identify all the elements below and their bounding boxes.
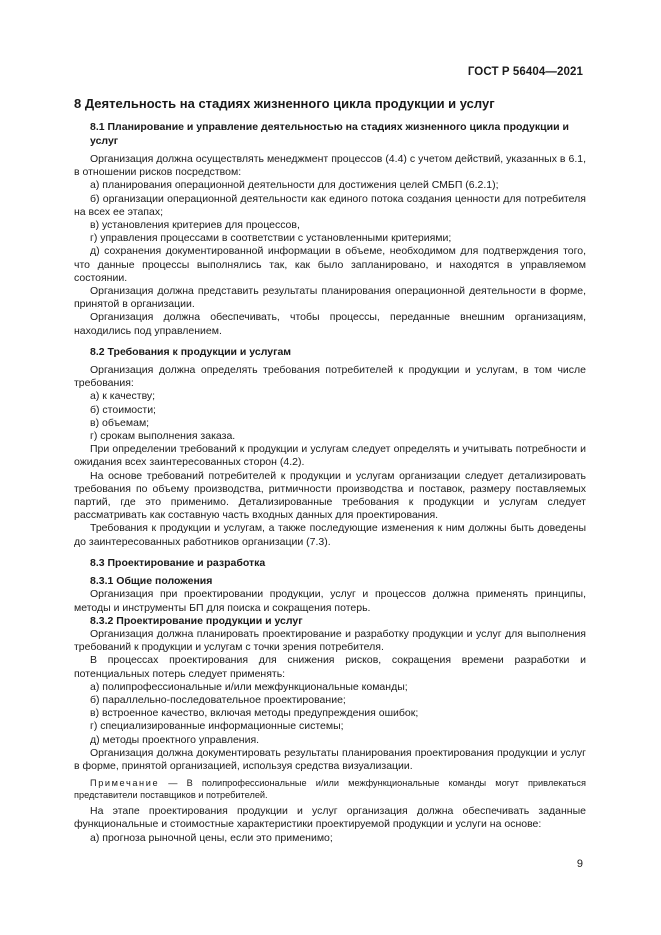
subsection-title-8-3-1: 8.3.1 Общие положения xyxy=(90,575,213,588)
list-item: а) прогноза рыночной цены, если это применимо; xyxy=(90,831,333,844)
list-item: г) срокам выполнения заказа. xyxy=(90,430,236,443)
paragraph: Организация при проектировании продукции, услуг и процессов должна применять принципы, методы и инструменты БП для поиска и сокращения потерь. xyxy=(74,588,586,614)
paragraph: Организация должна планировать проектирование и разработку продукции и услуг для выполнения требований к продукции и услугам с точки зрения потребителя. xyxy=(74,627,586,654)
note-text: — В полипрофессиональные и/или межфункциональные команды могут привлекаться представители поставщиков и потребителей. xyxy=(74,778,586,801)
paragraph: Организация должна осуществлять менеджмент процессов (4.4) с учетом действий, указанных в 6.1, в отношении рисков посредством: xyxy=(74,153,586,179)
paragraph: Организация должна представить результаты планирования операционной деятельности в форме, принятой в организации. xyxy=(74,285,586,311)
standard-id: ГОСТ Р 56404—2021 xyxy=(467,66,583,78)
paragraph: Организация должна определять требования потребителей к продукции и услугам, в том числе требования: xyxy=(74,364,586,390)
section-title: 8 Деятельность на стадиях жизненного цикла продукции и услуг xyxy=(74,96,495,111)
list-item: г) специализированные информационные системы; xyxy=(90,720,344,733)
list-item: д) сохранения документированной информации в объеме, необходимом для подтверждения того, что данные процессы выполнялись так, как было запланировано, и находятся в управляемом состоянии. xyxy=(74,245,586,284)
note xyxy=(74,777,586,801)
paragraph: Организация должна документировать результаты планирования проектирования продукции и услуг в форме, принятой организацией, используя средства визуализации. xyxy=(74,746,586,772)
subsection-title-8-3-2: 8.3.2 Проектирование продукции и услуг xyxy=(90,614,303,627)
paragraph: На основе требований потребителей к продукции и услугам организации следует детализировать требования по объему производства, ритмичности производства и поставок, размеру поставляемых партий, где это применимо. Детализированные требования к продукции и услугам следует рассматривать как составную часть входных данных для проектирования. xyxy=(74,469,586,522)
paragraph: На этапе проектирования продукции и услуг организация должна обеспечивать заданные функциональные и стоимостные характеристики проектируемой продукции и услуги на основе: xyxy=(74,805,586,831)
subsection-title-8-3: 8.3 Проектирование и разработка xyxy=(90,556,266,569)
list-item: а) планирования операционной деятельности для достижения целей СМБП (6.2.1); xyxy=(90,179,499,192)
page-content xyxy=(74,96,586,845)
list-item: а) к качеству; xyxy=(90,390,156,403)
list-item: г) управления процессами в соответствии с установленными критериями; xyxy=(90,232,452,245)
list-item: в) встроенное качество, включая методы предупреждения ошибок; xyxy=(90,707,419,720)
subsection-title-8-1: 8.1 Планирование и управление деятельностью на стадиях жизненного цикла продукции и услуг xyxy=(90,121,569,147)
list-item: д) методы проектного управления. xyxy=(90,733,260,746)
list-item: а) полипрофессиональные и/или межфункциональные команды; xyxy=(90,680,408,693)
list-item: б) стоимости; xyxy=(90,403,156,416)
note-label: Примечание xyxy=(90,778,160,789)
list-item: б) организации операционной деятельности как единого потока создания ценности для потребителя на всех ее этапах; xyxy=(74,192,586,218)
page-number: 9 xyxy=(576,858,583,870)
paragraph: В процессах проектирования для снижения рисков, сокращения времени разработки и потенциальных потерь следует применять: xyxy=(74,654,586,680)
paragraph: Требования к продукции и услугам, а также последующие изменения к ним должны быть доведены до заинтересованных работников организации (7.3). xyxy=(74,522,586,548)
list-item: б) параллельно-последовательное проектирование; xyxy=(90,693,346,706)
paragraph: Организация должна обеспечивать, чтобы процессы, переданные внешним организациям, находились под управлением. xyxy=(74,311,586,337)
subsection-title-8-2: 8.2 Требования к продукции и услугам xyxy=(90,345,292,358)
list-item: в) объемам; xyxy=(90,416,150,429)
list-item: в) установления критериев для процессов, xyxy=(90,219,300,232)
paragraph: При определении требований к продукции и услугам следует определять и учитывать потребности и ожидания всех заинтересованных сторон (4.2). xyxy=(74,443,586,469)
